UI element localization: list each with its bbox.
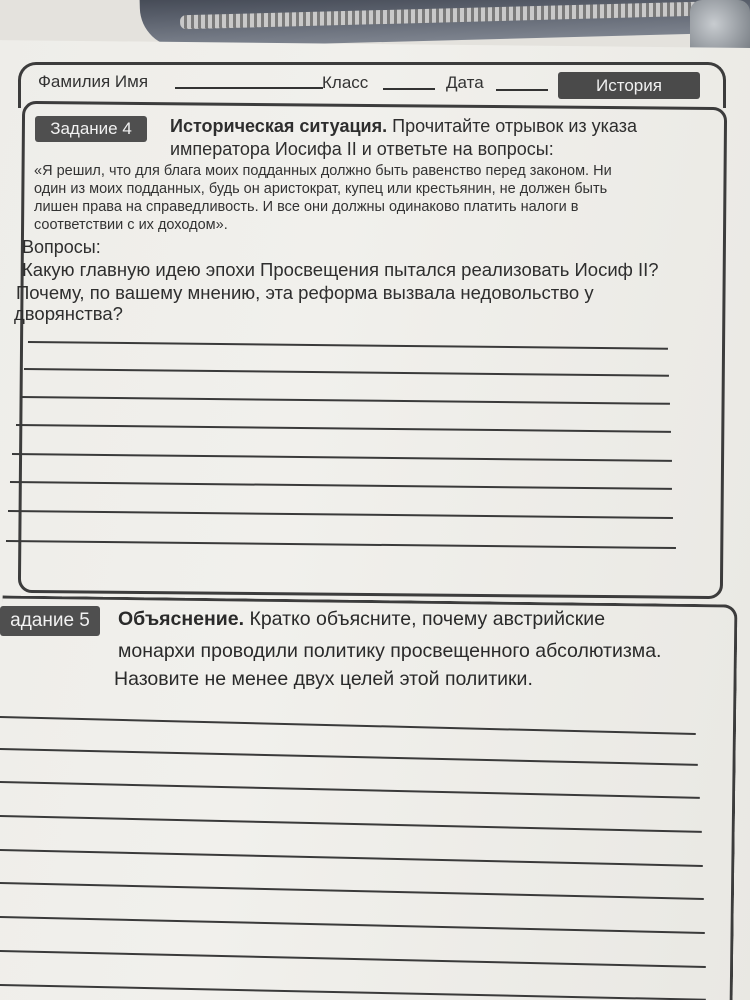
- questions-label: Вопросы:: [22, 237, 101, 257]
- task4-badge: Задание 4: [35, 116, 147, 142]
- quote-line-4: соответствии с их доходом».: [34, 217, 228, 233]
- task4-title-line2: императора Иосифа II и ответьте на вопросы:: [170, 139, 554, 159]
- question-line-2: Почему, по вашему мнению, эта реформа вызвала недовольство у: [16, 282, 594, 303]
- date-label: Дата: [446, 73, 484, 92]
- quote-line-2: один из моих подданных, будь он аристократ, купец или крестьянин, не должен быть: [34, 181, 608, 197]
- question-line-3: дворянства?: [14, 303, 123, 324]
- name-label: Фамилия Имя: [38, 72, 149, 91]
- task5-title-rest: Кратко объясните, почему австрийские: [249, 608, 606, 630]
- task5-title-line2: монархи проводили политику просвещенного абсолютизма.: [118, 640, 662, 662]
- task4-title-rest: Прочитайте отрывок из указа: [392, 116, 637, 136]
- task4-title-line1: [170, 115, 637, 137]
- task5-title-line3: Назовите не менее двух целей этой политики.: [114, 668, 533, 690]
- question-line-1: Какую главную идею эпохи Просвещения пытался реализовать Иосиф II?: [22, 259, 659, 280]
- subject-badge: История: [558, 72, 700, 99]
- quote-line-1: «Я решил, что для блага моих подданных должно быть равенство перед законом. Ни: [34, 163, 612, 179]
- date-field[interactable]: [496, 89, 548, 91]
- class-label: Класс: [322, 73, 369, 92]
- quote-line-3: лишен права на справедливость. И все они должны одинаково платить налоги в: [34, 199, 579, 215]
- task5-title-bold: Объяснение.: [118, 608, 245, 630]
- task5-title-line1: [118, 606, 605, 632]
- task4-title-bold: Историческая ситуация.: [170, 116, 388, 136]
- class-field[interactable]: [383, 88, 435, 90]
- name-field[interactable]: [175, 87, 323, 89]
- task5-badge: адание 5: [0, 606, 100, 636]
